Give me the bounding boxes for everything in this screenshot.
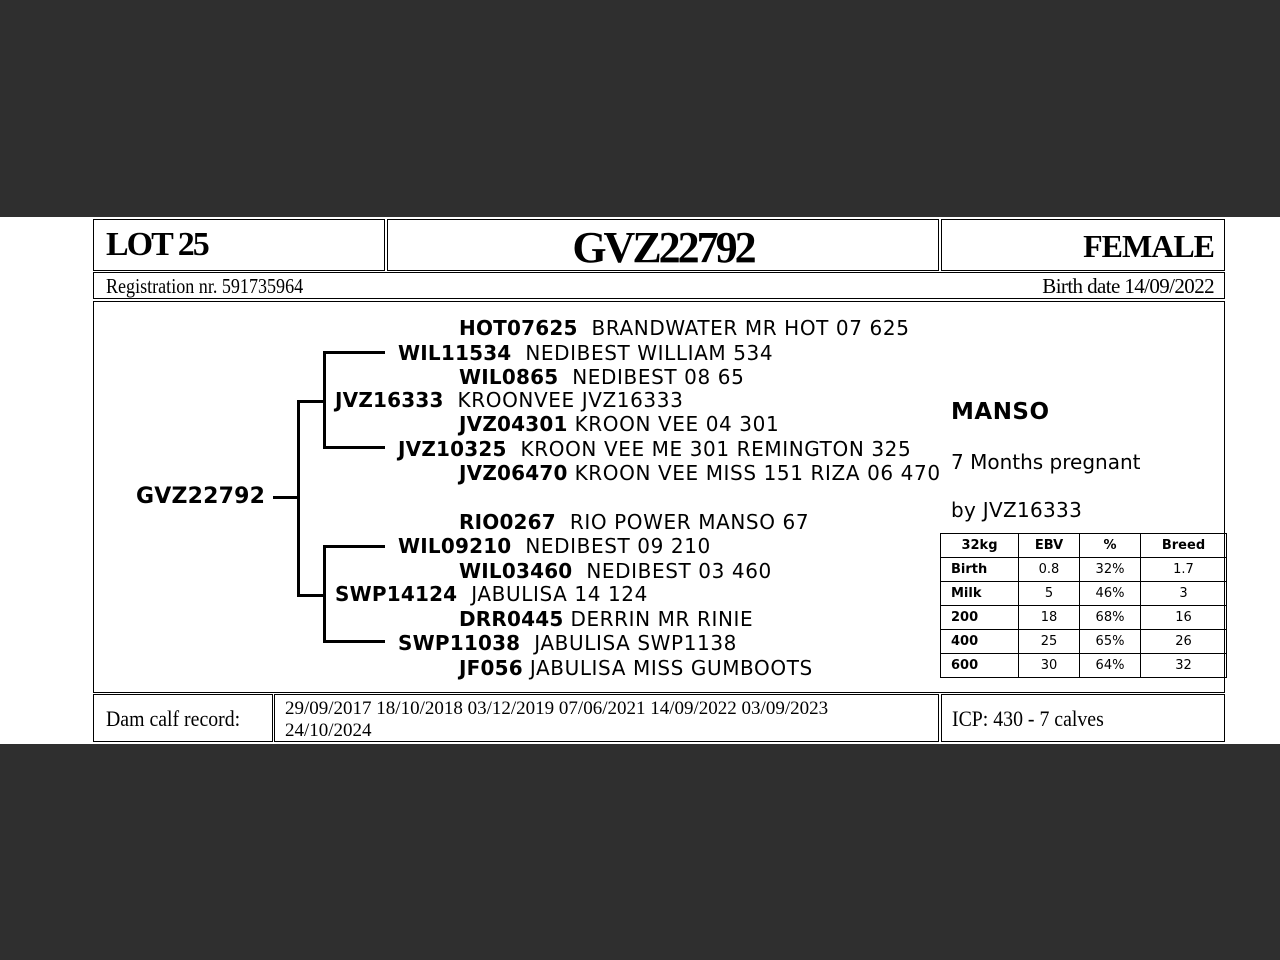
pedigree-sire-sire-sire: HOT07625 BRANDWATER MR HOT 07 625 (459, 316, 910, 340)
dam-calf-record-label-cell (93, 694, 273, 742)
ebv-value: 18 (1019, 606, 1080, 630)
pedigree-sire-dam: JVZ10325 KROON VEE ME 301 REMINGTON 325 (398, 437, 912, 461)
pedigree-dam-dam: SWP11038 JABULISA SWP1138 (398, 631, 737, 655)
pedigree-dam: SWP14124 JABULISA 14 124 (335, 582, 648, 606)
ebv-row (941, 606, 1227, 630)
sex-cell (941, 219, 1225, 271)
icp-cell (941, 694, 1225, 742)
registration-number: Registration nr. 591735964 (106, 274, 304, 298)
ebv-breed: 16 (1141, 606, 1227, 630)
ebv-col-header: 32kg (941, 534, 1019, 558)
pedigree-dam-dam-dam: JF056 JABULISA MISS GUMBOOTS (459, 656, 813, 680)
ebv-row (941, 582, 1227, 606)
icp-summary: ICP: 430 - 7 calves (952, 706, 1104, 731)
pedigree-dam-sire: WIL09210 NEDIBEST 09 210 (398, 534, 711, 558)
ebv-col-header: % (1080, 534, 1141, 558)
lot-number-cell (93, 219, 385, 271)
ebv-percent: 68% (1080, 606, 1141, 630)
ebv-breed: 3 (1141, 582, 1227, 606)
animal-sex: FEMALE (1083, 228, 1214, 264)
ebv-percent: 46% (1080, 582, 1141, 606)
ebv-trait: 200 (941, 606, 1019, 630)
connector-line (323, 351, 326, 449)
animal-id: GVZ22792 (572, 223, 754, 272)
lot-card (0, 217, 1280, 744)
lot-number: LOT 25 (106, 226, 208, 263)
connector-line (323, 640, 385, 643)
ebv-trait: Milk (941, 582, 1019, 606)
ebv-value: 30 (1019, 654, 1080, 678)
ebv-breed: 26 (1141, 630, 1227, 654)
ebv-value: 0.8 (1019, 558, 1080, 582)
ebv-value: 25 (1019, 630, 1080, 654)
ebv-trait: 400 (941, 630, 1019, 654)
pedigree-sire-sire-dam: WIL0865 NEDIBEST 08 65 (459, 365, 745, 389)
pregnancy-sire: by JVZ16333 (951, 498, 1083, 522)
pedigree-sire: JVZ16333 KROONVEE JVZ16333 (335, 388, 684, 412)
animal-id-cell (387, 219, 939, 271)
ebv-trait: Birth (941, 558, 1019, 582)
pedigree-dam-sire-dam: WIL03460 NEDIBEST 03 460 (459, 559, 772, 583)
connector-line (297, 400, 325, 403)
pedigree-animal: GVZ22792 (136, 484, 266, 509)
ebv-row (941, 558, 1227, 582)
ebv-percent: 64% (1080, 654, 1141, 678)
connector-line (323, 545, 385, 548)
ebv-col-header: EBV (1019, 534, 1080, 558)
ebv-table (940, 533, 1227, 678)
ebv-value: 5 (1019, 582, 1080, 606)
pedigree-dam-sire-sire: RIO0267 RIO POWER MANSO 67 (459, 510, 810, 534)
pedigree-sire-dam-sire: JVZ04301 KROON VEE 04 301 (459, 412, 780, 436)
ebv-percent: 65% (1080, 630, 1141, 654)
calf-dates: 29/09/2017 18/10/2018 03/12/2019 07/06/2021 14/09/2022 03/09/2023 24/10/2024 (285, 698, 829, 741)
ebv-row (941, 630, 1227, 654)
connector-line (297, 594, 325, 597)
ebv-row (941, 654, 1227, 678)
pedigree-dam-dam-sire: DRR0445 DERRIN MR RINIE (459, 607, 754, 631)
pedigree-sire-sire: WIL11534 NEDIBEST WILLIAM 534 (398, 341, 774, 365)
dam-calf-record-label: Dam calf record: (106, 706, 241, 731)
connector-line (323, 545, 326, 643)
connector-line (273, 496, 299, 499)
connector-line (323, 446, 385, 449)
ebv-percent: 32% (1080, 558, 1141, 582)
connector-line (297, 400, 300, 597)
birth-date: Birth date 14/09/2022 (1042, 274, 1214, 298)
pedigree-sire-dam-dam: JVZ06470 KROON VEE MISS 151 RIZA 06 470 (459, 461, 941, 485)
ebv-breed: 1.7 (1141, 558, 1227, 582)
ebv-trait: 600 (941, 654, 1019, 678)
calf-dates-cell (274, 694, 939, 742)
mating-bull-name: MANSO (951, 399, 1050, 425)
pregnancy-status: 7 Months pregnant (951, 450, 1141, 474)
ebv-col-header: Breed (1141, 534, 1227, 558)
ebv-breed: 32 (1141, 654, 1227, 678)
registration-row (93, 272, 1225, 299)
connector-line (323, 351, 385, 354)
ebv-header-row (941, 534, 1227, 558)
